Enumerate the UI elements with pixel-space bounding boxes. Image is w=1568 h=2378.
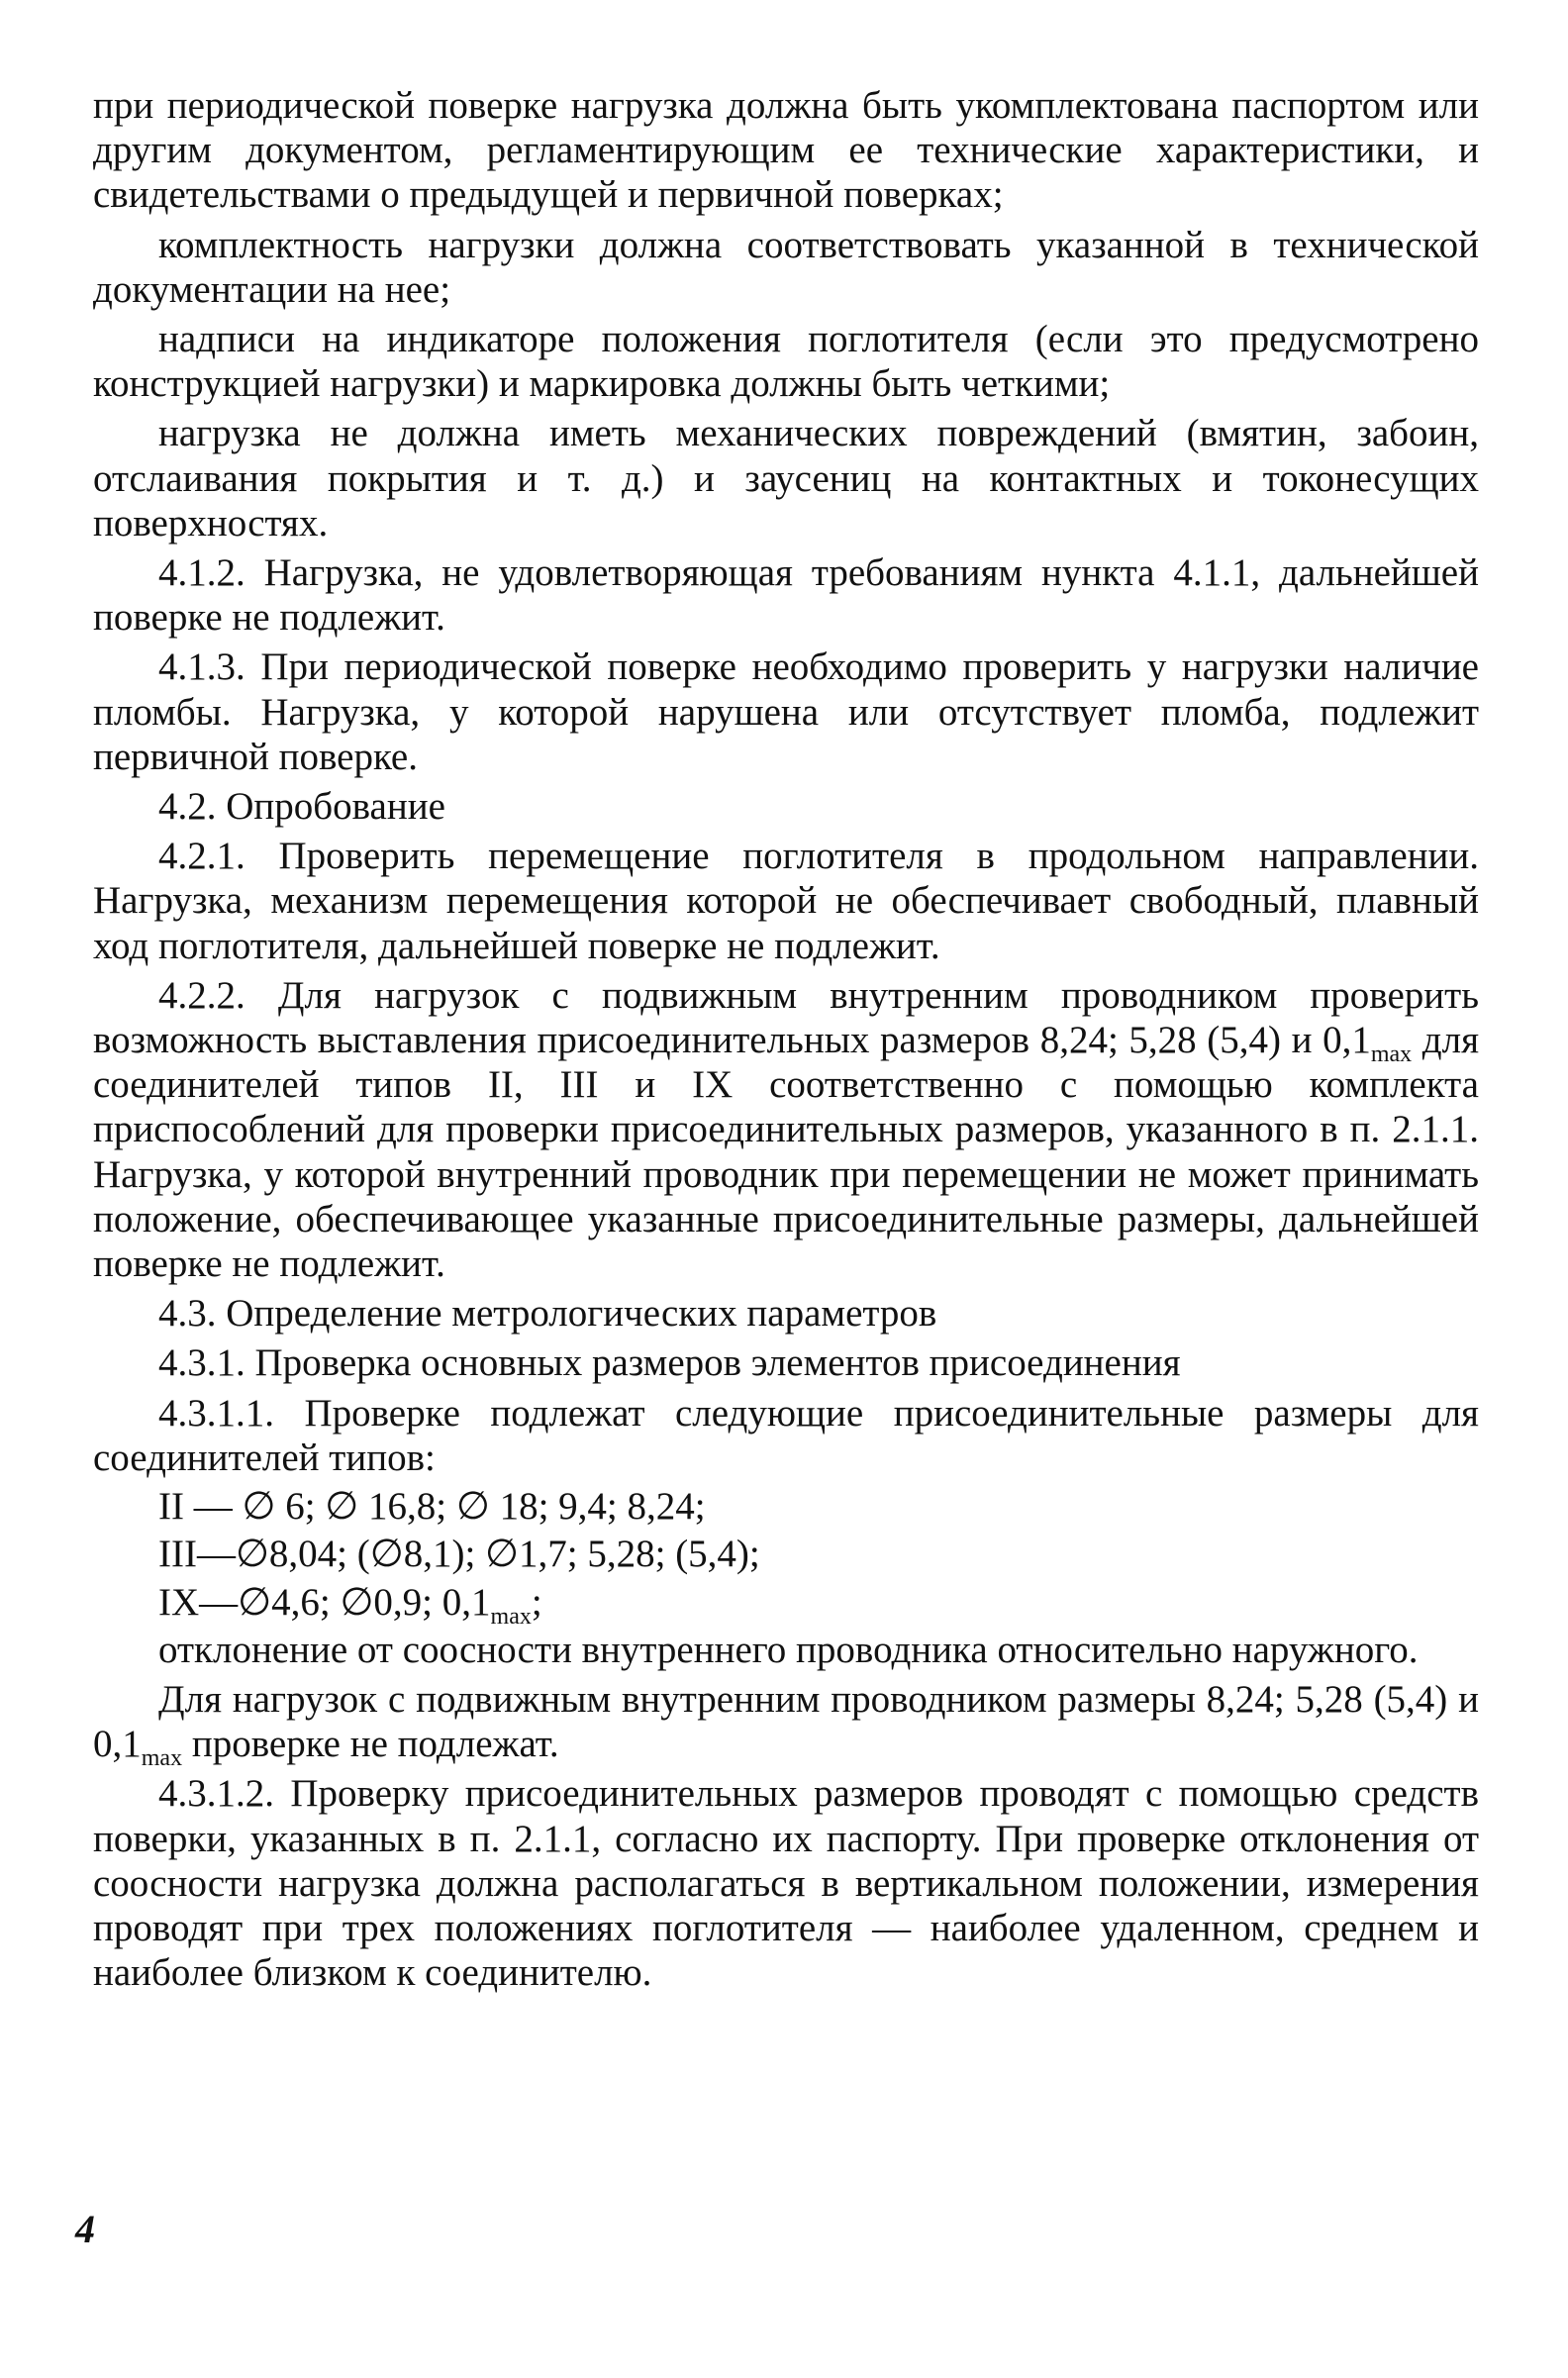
paragraph-movable-conductor-part-b: проверке не подлежат.	[182, 1723, 559, 1766]
sizes-type-ix-part-a: IX—∅4,6; ∅0,9; 0,1	[158, 1580, 491, 1624]
subscript-max: max	[141, 1744, 183, 1771]
paragraph-4-1-2: 4.1.2. Нагрузка, не удовлетворяющая требованиям нункта 4.1.1, дальнейшей поверке не подлежит.	[93, 551, 1479, 640]
paragraph-4-2-2-part-a: 4.2.2. Для нагрузок с подвижным внутренним проводником проверить возможность выставления присоединительных размеров 8,24; 5,28 (5,4) и 0,1	[93, 973, 1479, 1062]
heading-4-3-1-dimensions: 4.3.1. Проверка основных размеров элементов присоединения	[158, 1341, 1181, 1385]
sizes-type-ix	[93, 1580, 1479, 1630]
paragraph-4-2-1: 4.2.1. Проверить перемещение поглотителя в продольном направлении. Нагрузка, механизм перемещения которой не обеспечивает свободный, плавный ход поглотителя, дальнейшей поверке не подлежит.	[93, 835, 1479, 967]
paragraph-inscriptions: надписи на индикаторе положения поглотителя (если это предусмотрено конструкцией нагрузки) и маркировка должны быть четкими;	[93, 318, 1479, 406]
sizes-type-ix-part-b: ;	[531, 1580, 542, 1624]
paragraph-mechanical-damage: нагрузка не должна иметь механических повреждений (вмятин, забоин, отслаивания покрытия и т. д.) и заусениц на контактных и токонесущих поверхностях.	[93, 412, 1479, 545]
paragraph-4-2-2	[93, 973, 1479, 1286]
paragraph-movable-conductor	[93, 1677, 1479, 1771]
paragraph-4-1-3: 4.1.3. При периодической поверке необходимо проверить у нагрузки наличие пломбы. Нагрузка, у которой нарушена или отсутствует пломба, подлежит первичной поверке.	[93, 645, 1479, 778]
heading-4-2-testing: 4.2. Опробование	[158, 785, 445, 829]
paragraph-4-3-1-1: 4.3.1.1. Проверке подлежат следующие присоединительные размеры для соединителей типов:	[93, 1391, 1479, 1479]
page-number: 4	[75, 2207, 95, 2251]
sizes-type-ii: II — ∅ 6; ∅ 16,8; ∅ 18; 9,4; 8,24;	[158, 1485, 706, 1529]
paragraph-completeness: комплектность нагрузки должна соответствовать указанной в технической документации на нее;	[93, 223, 1479, 311]
sizes-type-iii: III—∅8,04; (∅8,1); ∅1,7; 5,28; (5,4);	[158, 1533, 760, 1576]
paragraph-4-2-2-part-b: для соединителей типов II, III и IX соответственно с помощью комплекта приспособлений для проверки присоединительных размеров, указанного в п. 2.1.1. Нагрузка, у которой внутренний проводник при перемещении не может принимать положение, обеспечивающее указанные присоединительные размеры, дальнейшей поверке не подлежит.	[93, 1019, 1480, 1286]
heading-4-3-metrology: 4.3. Определение метрологических параметров	[158, 1292, 937, 1336]
paragraph-coaxiality: отклонение от соосности внутреннего проводника относительно наружного.	[158, 1628, 1419, 1671]
document-body	[93, 83, 1479, 2000]
paragraph-4-3-1-2: 4.3.1.2. Проверку присоединительных размеров проводят с помощью средств поверки, указанных в п. 2.1.1, согласно их паспорту. При проверке отклонения от соосности нагрузка должна располагаться в вертикальном положении, измерения проводят при трех положениях поглотителя — наиболее удаленном, среднем и наиболее близком к соединителю.	[93, 1772, 1479, 1995]
subscript-max: max	[1370, 1040, 1413, 1067]
paragraph-passport-requirement: при периодической поверке нагрузка должна быть укомплектована паспортом или другим документом, регламентирующим ее технические характеристики, и свидетельствами о предыдущей и первичной поверках;	[93, 84, 1479, 217]
paragraph-movable-conductor-part-a: Для нагрузок с подвижным внутренним проводником размеры 8,24; 5,28 (5,4) и 0,1	[93, 1677, 1479, 1766]
subscript-max: max	[490, 1603, 532, 1630]
